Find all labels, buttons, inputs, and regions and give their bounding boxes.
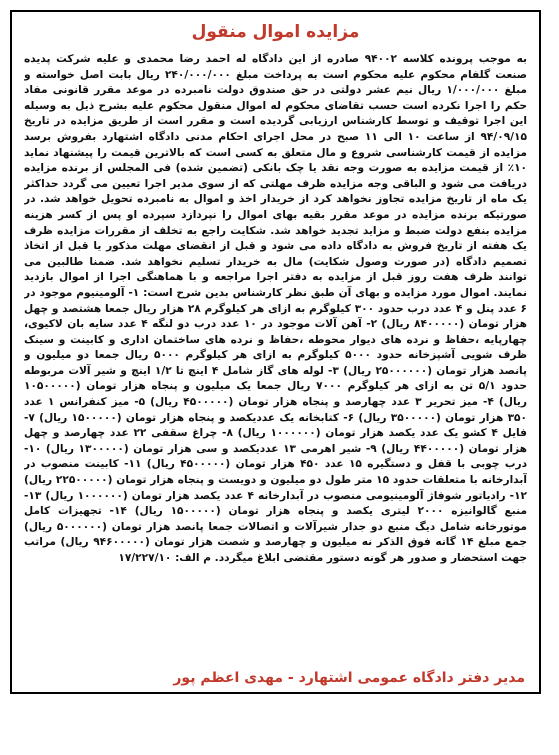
notice-signature: مدیر دفتر دادگاه عمومی اشتهارد - مهدی اعظم پور [173, 670, 525, 686]
notice-title: مزایده اموال منقول [191, 22, 360, 42]
auction-notice [10, 10, 541, 694]
notice-body: به موجب پرونده کلاسه ۹۴۰۰۲ صادره از این دادگاه له احمد رضا محمدی و علیه شرکت پدیده صنعت گلفام محکوم علیه محکوم است به پرداخت مبلغ ۲۴۰/۰۰۰/۰۰۰ ریال بابت اصل خواسته و مبلغ ۱/۰۰۰/۰۰۰ ریال نیم عشر دولتی در حق صندوق دولت نامبرده در موعد مقرر قانونی مفاد حکم را اجرا نکرده است حسب تقاضای محکوم له اموال منقول محکوم علیه بشرح ذیل به وسیله این اجرا توقیف و توسط کارشناس ارزیابی گردیده است و مقرر است از طریق مزایده در تاریخ ۹۴/۰۹/۱۵ از ساعت ۱۰ الی ۱۱ صبح در محل اجرای احکام مدنی دادگاه اشتهارد بفروش برسد مزایده از قیمت کارشناسی شروع و مال متعلق به کسی است که بالاترین قیمت را پیشنهاد نماید ۱۰٪ از قیمت مزایده به صورت وجه نقد یا چک بانکی (تضمین شده) فی المجلس از برنده مزایده دریافت می شود و الباقی وجه مزایده ظرف مهلتی که از سوی مدیر اجرا تعیین می گردد حداکثر یک ماه از تاریخ مزایده تجاوز نخواهد کرد از خریدار اخذ و اموال به نامبرده تحویل خواهد شد. در صورتیکه برنده مزایده در موعد مقرر بقیه بهای اموال را نپردازد سپرده او پس از کسر هزینه مزایده بنفع دولت ضبط و مزاید تجدید خواهد شد. شکایت راجع به تخلف از مقررات مزایده ظرف یک هفته از تاریخ فروش به دادگاه داده می شود و قبل از انقضای مهلت مذکور یا قبل از اتخاذ تصمیم دادگاه (در صورت وصول شکایت) مال به خریدار تسلیم نخواهد شد. ضمنا طالبین می توانند ظرف هفت روز قبل از مزایده به دفتر اجرا مراجعه و با هماهنگی اجرا از اموال بازدید نمایند. اموال مورد مزایده و بهای آن طبق نظر کارشناس بدین شرح است: ۱- آلومینیوم موجود در ۶ عدد پنل و ۴ عدد درب حدود ۳۰۰ کیلوگرم به ازای هر کیلوگرم ۲۸ هزار ریال جمعا هشتصد و چهل هزار تومان (۸۴۰۰۰۰۰ ریال) ۲- آهن آلات موجود در ۱۰ عدد درب دو لنگه ۴ عدد سایه بان لاکیوی، چهارپایه ،حفاظ و نرده های دیوار محوطه ،حفاظ و نرده های ساختمان اداری و کابینت و سینک ظرف شویی آشپزخانه حدود ۵۰۰۰ کیلوگرم به ازای هر کیلوگرم ۵۰۰۰ ریال جمعا دو میلیون و پانصد هزار تومان (۲۵۰۰۰۰۰۰ ریال) ۳- لوله های گاز شامل ۴ اینچ تا ۱/۲ اینچ و شیر آلات مربوطه حدود ۵/۱ تن به ازای هر کیلوگرم ۷۰۰۰ ریال جمعا یک میلیون و پنجاه هزار تومان (۱۰۵۰۰۰۰۰ ریال) ۴- میز تحریر ۳ عدد چهارصد و پنجاه هزار تومان (۴۵۰۰۰۰۰ ریال) ۵- میز کنفرانس ۱ عدد ۳۵۰ هزار تومان (۳۵۰۰۰۰۰ ریال) ۶- کتابخانه یک عددیکصد و پنجاه هزار تومان (۱۵۰۰۰۰۰ ریال) ۷- فایل ۴ کشو یک عدد یکصد هزار تومان (۱۰۰۰۰۰۰ ریال) ۸- چراغ سقفی ۲۲ عدد چهارصد و چهل هزار تومان (۴۴۰۰۰۰۰ ریال) ۹- شیر اهرمی ۱۳ عددیکصد و سی هزار تومان (۱۳۰۰۰۰۰ ریال) ۱۰- درب چوبی با قفل و دستگیره ۱۵ عدد ۴۵۰ هزار تومان (۴۵۰۰۰۰۰ ریال) ۱۱- کابینت منصوب در آبدارخانه با متعلقات حدود ۱۵ متر طول دو میلیون و دویست و پنجاه هزار تومان (۲۲۵۰۰۰۰۰ ریال) ۱۲- رادیاتور شوفاژ آلومینیومی منصوب در آبدارخانه ۴ عدد یکصد هزار تومان (۱۰۰۰۰۰۰ ریال) ۱۳- منبع گالوانیزه ۲۰۰۰ لیتری یکصد و پنجاه هزار تومان (۱۵۰۰۰۰۰ ریال) ۱۴- تجهیزات کامل موتورخانه شامل دیگ منبع دو جدار شیرآلات و اتصالات جمعا پانصد هزار تومان (۵۰۰۰۰۰۰ ریال) جمع مبلغ ۱۴ گانه فوق الذکر نه میلیون و چهارصد و شصت هزار تومان (۹۴۶۰۰۰۰۰ ریال) مراتب جهت استحضار و صدور هر گونه دستور مقتضی ابلاغ میگردد. م الف: ۱۷/۲۲۷/۱۰ [24, 53, 527, 564]
